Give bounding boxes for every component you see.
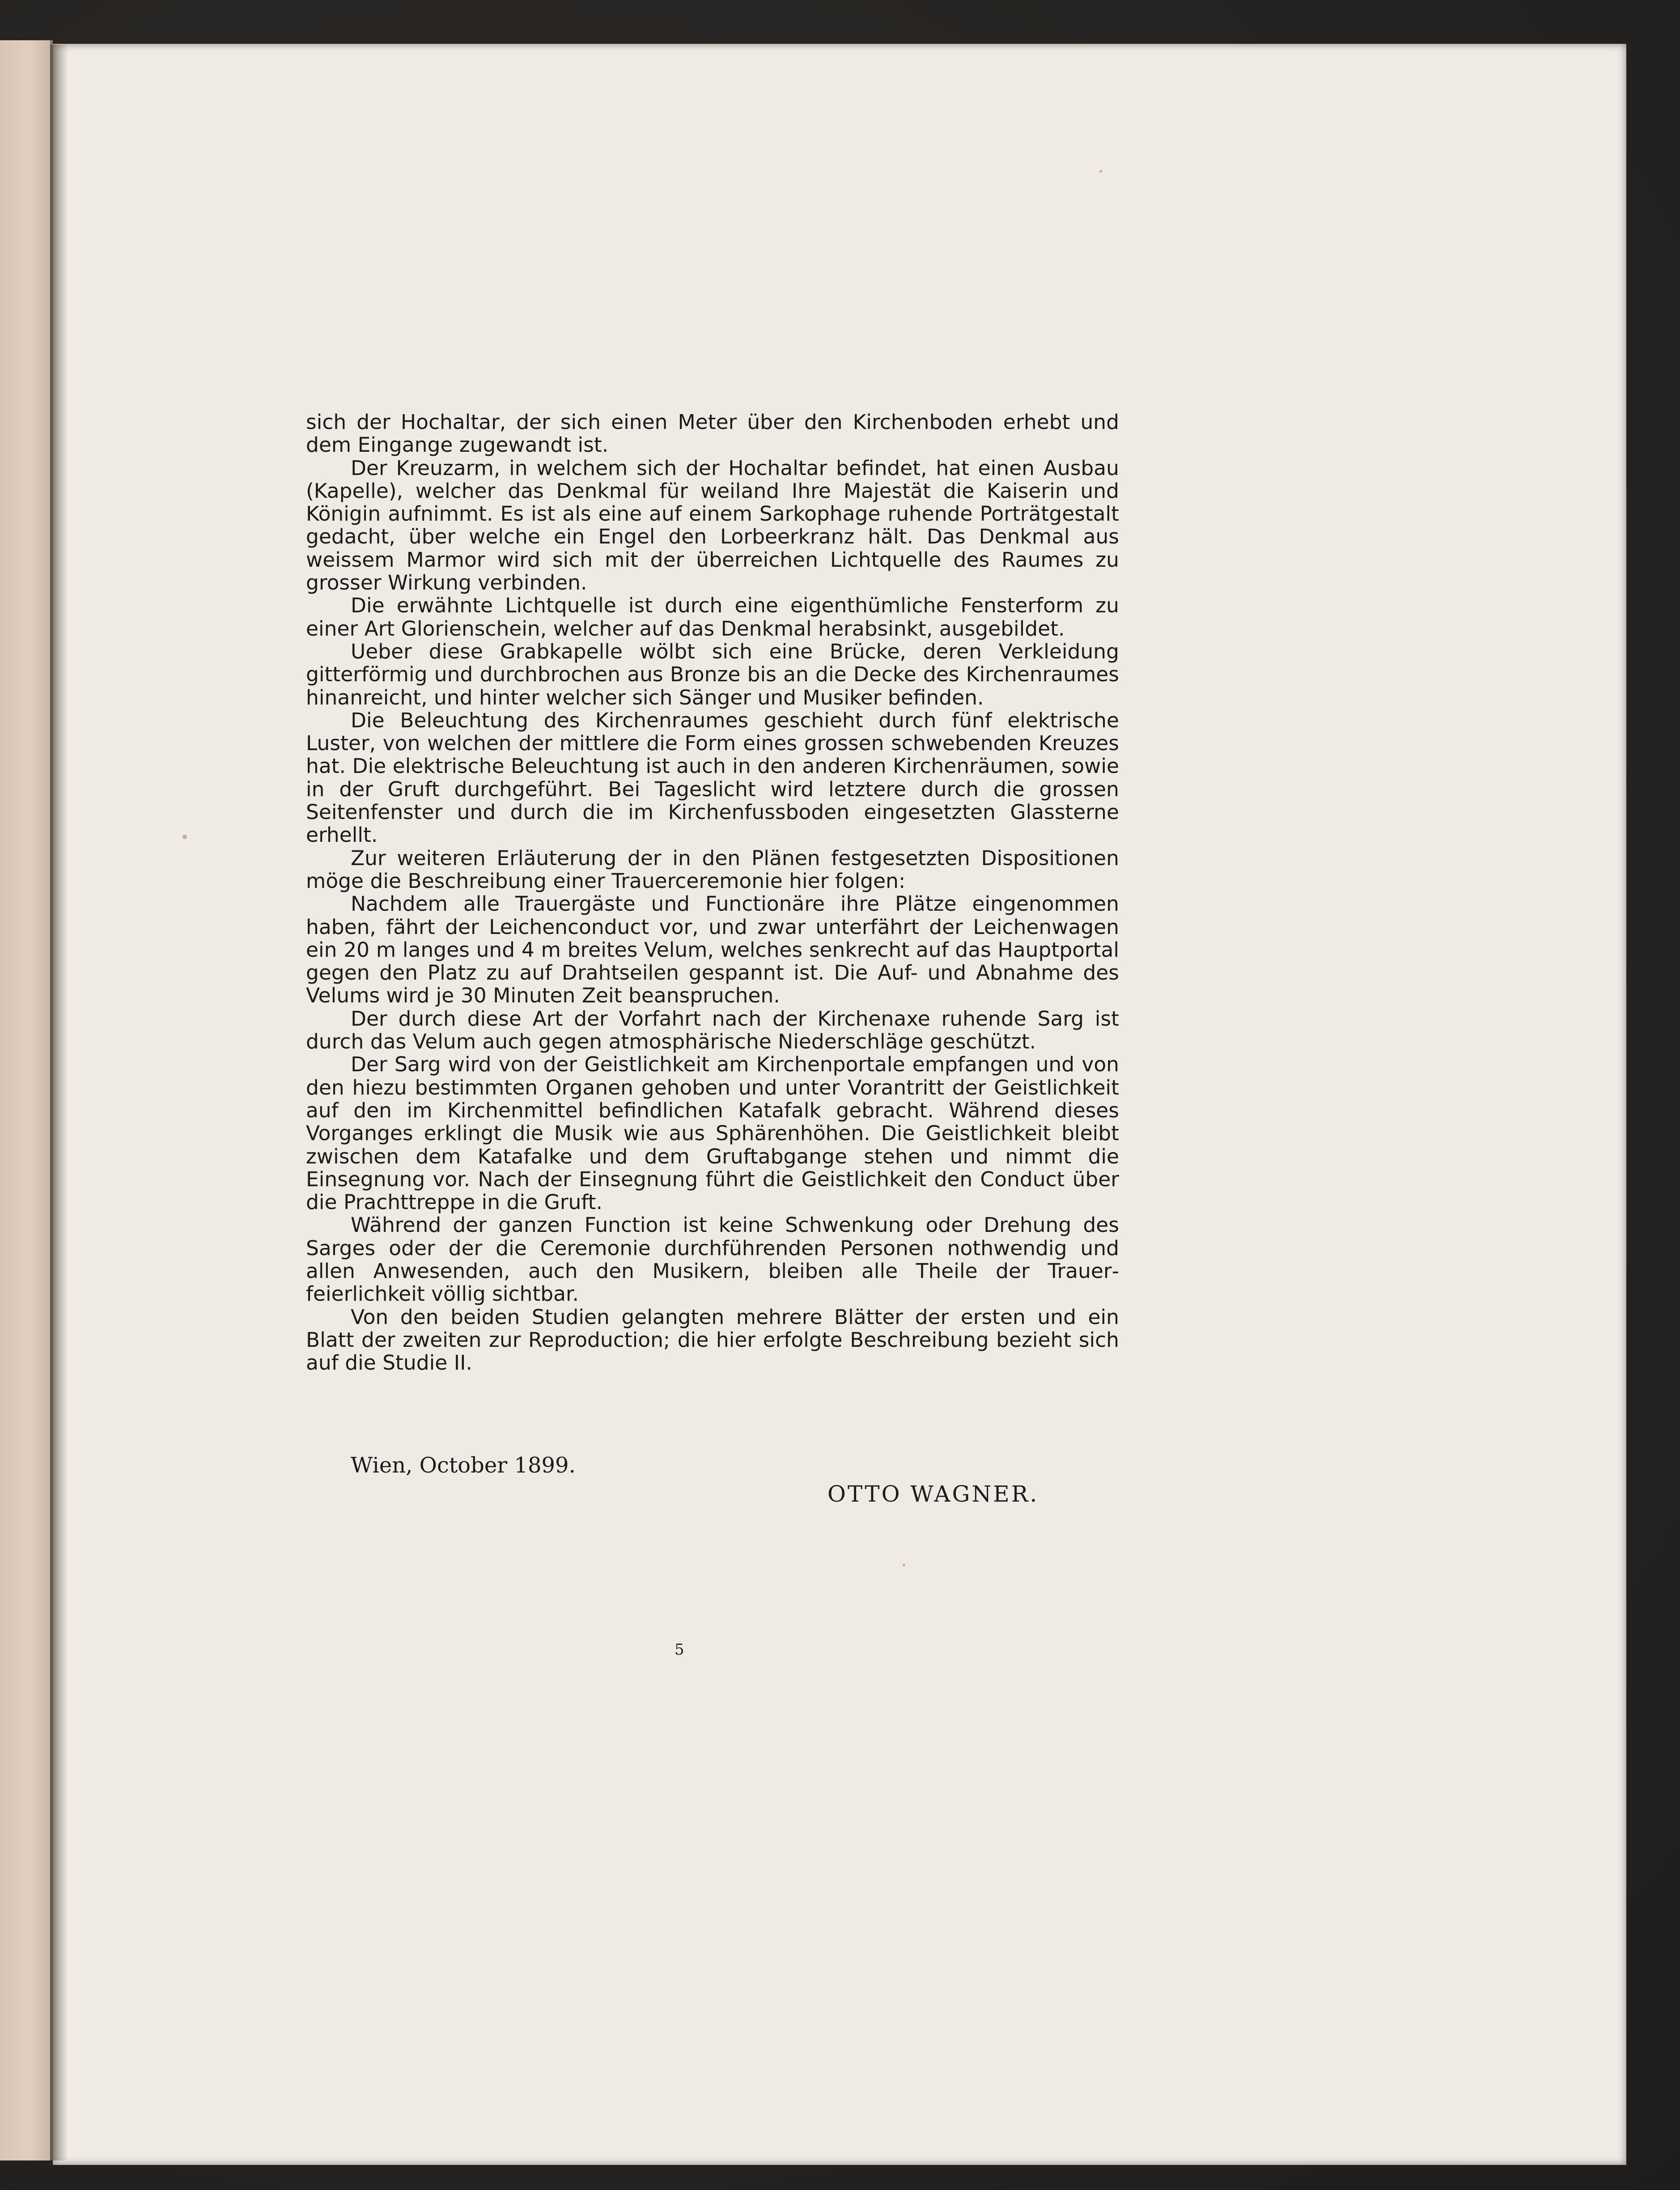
author-signature: OTTO WAGNER. — [827, 1481, 1039, 1507]
facing-page-edge — [0, 40, 53, 2160]
place-date: Wien, October 1899. — [351, 1453, 576, 1478]
paragraph: Der durch diese Art der Vorfahrt nach der Kirchenaxe ruhende Sarg ist durch das Velum auch gegen atmosphärische Niederschläge geschützt. — [306, 1006, 1119, 1054]
paragraph: Der Sarg wird von der Geistlichkeit am Kirchenportale empfangen und von den hiezu bestimmten Organen gehoben und unter Vorantritt der Geistlichkeit auf den im Kirchenmittel befindlichen Katafalk gebracht. Während dieses Vorganges erklingt die Musik wie aus Sphärenhöhen. Die Geistlichkeit bleibt zwischen dem Katafalke und dem Gruftabgange stehen und nimmt die Einsegnung vor. Nach der Einsegnung führt die Geistlichkeit den Conduct über die Prachttreppe in die Gruft. — [306, 1053, 1119, 1214]
gutter-shadow — [50, 45, 68, 2160]
paragraph: Der Kreuzarm, in welchem sich der Hochaltar befindet, hat einen Ausbau (Kapelle), welcher das Denkmal für weiland Ihre Majestät die Kaiserin und Königin aufnimmt. Es ist als eine auf einem Sarkophage ruhende Porträtgestalt gedacht, über welche ein Engel den Lorbeerkranz hält. Das Denkmal aus weissem Marmor wird sich mit der überreichen Lichtquelle des Raumes zu grosser Wirkung verbinden. — [306, 456, 1119, 595]
page-number: 5 — [675, 1641, 684, 1659]
document-page — [53, 44, 1626, 2165]
paper-speck — [182, 835, 187, 839]
paragraph: Zur weiteren Erläuterung der in den Plänen festgesetzten Dispositionen möge die Beschreibung einer Trauerceremonie hier folgen: — [306, 846, 1119, 893]
paragraph: Nachdem alle Trauergäste und Functionäre ihre Plätze eingenommen haben, fährt der Leichenconduct vor, und zwar unterfährt der Leichenwagen ein 20 m langes und 4 m breites Velum, welches senkrecht auf das Hauptportal gegen den Platz zu auf Drahtseilen gespannt ist. Die Auf- und Abnahme des Velums wird je 30 Minuten Zeit beanspruchen. — [306, 892, 1119, 1008]
paragraph: Die erwähnte Lichtquelle ist durch eine eigenthümliche Fensterform zu einer Art Glorienschein, welcher auf das Denkmal herabsinkt, ausgebildet. — [306, 594, 1119, 641]
paper-speck — [903, 1564, 905, 1566]
paragraph: Ueber diese Grabkapelle wölbt sich eine Brücke, deren Verkleidung gitterförmig und durchbrochen aus Bronze bis an die Decke des Kirchenraumes hinanreicht, und hinter welcher sich Sänger und Musiker befinden. — [306, 639, 1119, 709]
paragraph: Während der ganzen Function ist keine Schwenkung oder Drehung des Sarges oder der die Ceremonie durchführenden Personen nothwendig und allen Anwesenden, auch den Musikern, bleiben alle Theile der Trauerfeierlichkeit völlig sichtbar. — [306, 1213, 1119, 1306]
paragraph: sich der Hochaltar, der sich einen Meter über den Kirchenboden erhebt und dem Eingange zugewandt ist. — [306, 410, 1119, 457]
paragraph: Von den beiden Studien gelangten mehrere Blätter der ersten und ein Blatt der zweiten zur Reproduction; die hier erfolgte Beschreibung bezieht sich auf die Studie II. — [306, 1305, 1119, 1375]
paper-speck — [1099, 170, 1102, 173]
body-text — [306, 411, 1119, 1374]
paragraph: Die Beleuchtung des Kirchenraumes geschieht durch fünf elektrische Luster, von welchen der mittlere die Form eines grossen schwebenden Kreuzes hat. Die elektrische Beleuchtung ist auch in den anderen Kirchenräumen, sowie in der Gruft durchgeführt. Bei Tageslicht wird letztere durch die grossen Seitenfenster und durch die im Kirchenfussboden eingesetzten Glassterne erhellt. — [306, 708, 1119, 847]
